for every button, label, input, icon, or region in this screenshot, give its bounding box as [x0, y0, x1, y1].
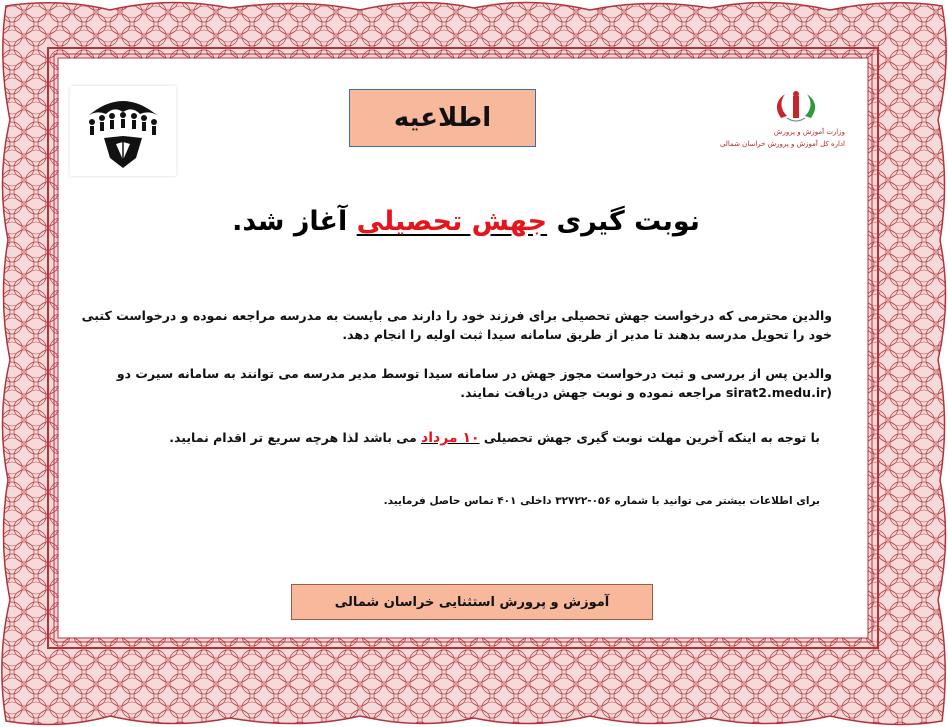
headline: [166, 206, 766, 237]
paragraph-deadline: [120, 428, 820, 448]
paragraph-sirat: والدین پس از بررسی و ثبت درخواست مجوز جهش در سامانه سیدا توسط مدیر مدرسه می توانند به سامانه سیرت دو (sirat2.medu.ir مراجعه نموده و نوبت جهش دریافت نمایند.: [116, 366, 832, 400]
notice-content: [66, 66, 860, 632]
deadline-date: ۱۰ مرداد: [421, 430, 480, 446]
headline-before: نوبت گیری: [556, 206, 700, 237]
department-name-text: اداره کل آموزش و پرورش خراسان شمالی: [719, 140, 845, 148]
notice-title-box: [349, 89, 536, 147]
contact-line: برای اطلاعات بیشتر می توانید با شماره ۰۵۶-۳۲۷۲۲ داخلی ۴۰۱ تماس حاصل فرمایید.: [383, 495, 820, 507]
ministry-emblem-icon: [741, 88, 851, 128]
deadline-text-after: می باشد لذا هرچه سریع تر اقدام نمایید.: [169, 430, 417, 445]
people-umbrella-icon: [70, 86, 176, 176]
ministry-name-text: وزارت آموزش و پرورش: [773, 128, 845, 136]
exceptional-education-logo: [70, 86, 176, 176]
notice-title: اطلاعیه: [393, 103, 492, 133]
headline-highlight: جهش تحصیلی: [356, 206, 548, 237]
ministry-of-education-logo: [719, 88, 851, 156]
deadline-text-before: با توجه به اینکه آخرین مهلت نوبت گیری جهش تحصیلی: [483, 430, 820, 445]
footer-box: [291, 584, 653, 620]
footer-text: آموزش و پرورش استثنایی خراسان شمالی: [334, 594, 610, 610]
headline-after: آغاز شد.: [232, 206, 348, 237]
paragraph-request: والدین محترمی که درخواست جهش تحصیلی برای فرزند خود را دارند می بایست به مدرسه مراجعه نموده و درخواست کتبی خود را تحویل مدرسه بدهند تا مدیر از طریق سامانه سیدا ثبت اولیه را انجام دهد.: [81, 308, 832, 342]
